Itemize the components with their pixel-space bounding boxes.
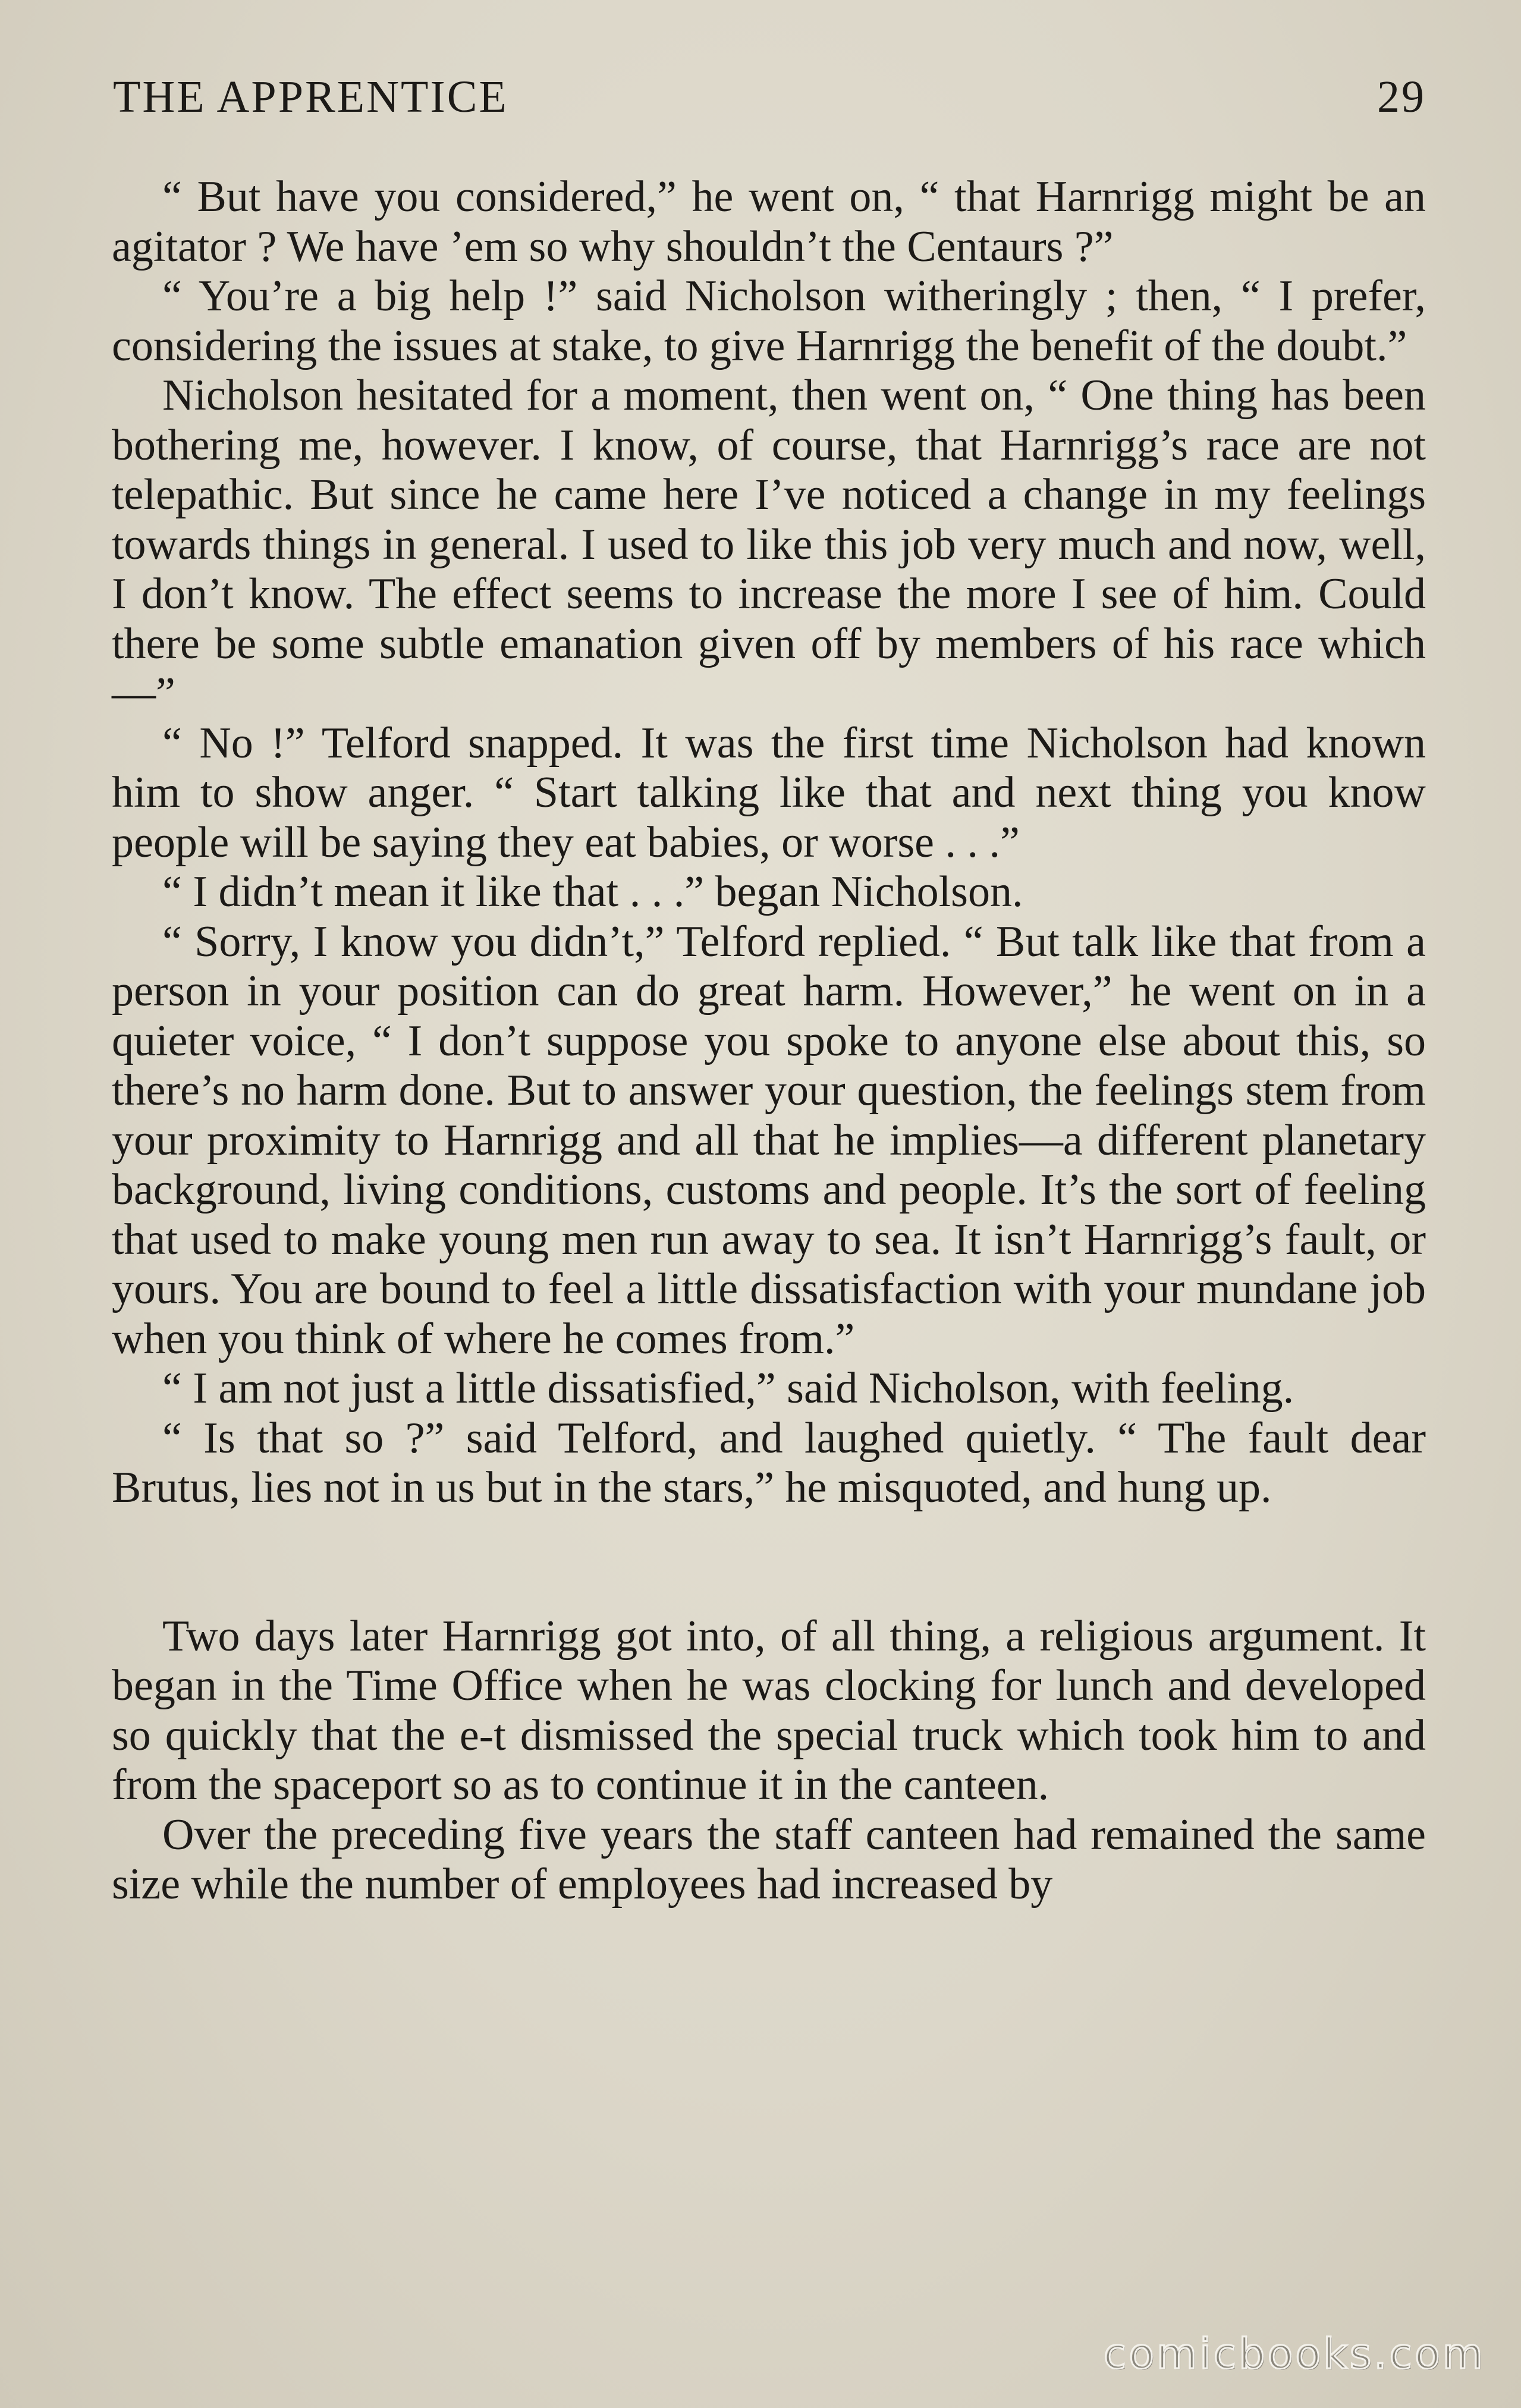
paragraph: “ Sorry, I know you didn’t,” Telford replied. “ But talk like that from a person in your position can do great harm. However,” he went on in a quieter voice, “ I don’t suppose you spoke to anyone else about this, so there’s no harm done. But to answer your question, the feelings stem from your proximity to Harnrigg and all that he implies—a different planetary background, living conditions, customs and people. It’s the sort of feeling that used to make young men run away to sea. It isn’t Harnrigg’s fault, or yours. You are bound to feel a little dissatisfaction with your mundane job when you think of where he comes from.” <box>112 917 1426 1363</box>
paragraph: “ I didn’t mean it like that . . .” began Nicholson. <box>162 867 1023 916</box>
paragraph: “ Is that so ?” said Telford, and laughed quietly. “ The fault dear Brutus, lies not in us but in the stars,” he misquoted, and hung up. <box>112 1413 1426 1512</box>
running-title: THE APPRENTICE <box>113 72 508 122</box>
paragraph: “ You’re a big help !” said Nicholson witheringly ; then, “ I prefer, considering the issues at stake, to give Harnrigg the benefit of the doubt.” <box>112 272 1426 370</box>
paragraph: “ No !” Telford snapped. It was the first time Nicholson had known him to show anger. “ Start talking like that and next thing you know people will be saying they eat babies, or worse . . .” <box>112 718 1426 867</box>
body-text <box>112 172 1426 1910</box>
page-number: 29 <box>1377 72 1426 122</box>
paragraph: “ But have you considered,” he went on, “ that Harnrigg might be an agitator ? We have ’em so why shouldn’t the Centaurs ?” <box>112 172 1426 271</box>
paragraph: Over the preceding five years the staff canteen had remained the same size while the number of employees had increased by <box>112 1810 1426 1909</box>
watermark: comicbooks.com <box>1103 2330 1485 2378</box>
paragraph: Two days later Harnrigg got into, of all thing, a religious argument. It began in the Time Office when he was clocking for lunch and developed so quickly that the e-t dismissed the special truck which took him to and from the spaceport so as to continue it in the canteen. <box>112 1611 1426 1809</box>
paragraph: Nicholson hesitated for a moment, then went on, “ One thing has been bothering me, however. I know, of course, that Harnrigg’s race are not telepathic. But since he came here I’ve noticed a change in my feelings towards things in general. I used to like this job very much and now, well, I don’t know. The effect seems to increase the more I see of him. Could there be some subtle emanation given off by members of his race which—” <box>112 371 1426 718</box>
running-header <box>113 71 1426 125</box>
paragraph: “ I am not just a little dissatisfied,” said Nicholson, with feeling. <box>162 1364 1294 1413</box>
